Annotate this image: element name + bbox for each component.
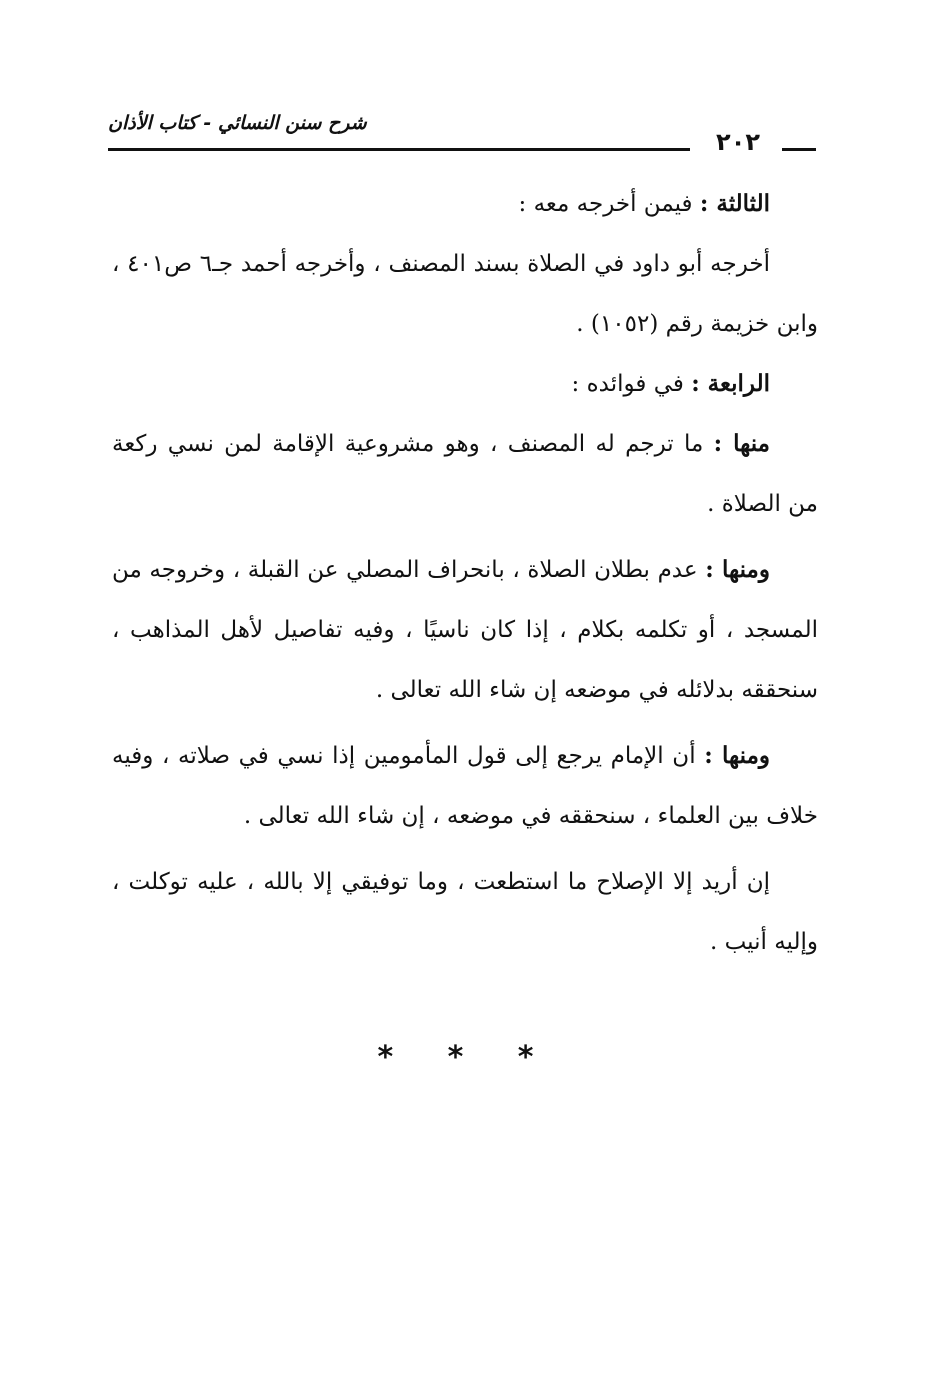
page-number: ٢٠٢ xyxy=(716,128,760,156)
benefit-text: ما ترجم له المصنف ، وهو مشروعية الإقامة لمن نسي ركعة من الصلاة . xyxy=(112,431,818,517)
benefit-paragraph xyxy=(112,540,818,720)
benefit-paragraph xyxy=(112,414,818,534)
benefit-text: عدم بطلان الصلاة ، بانحراف المصلي عن القبلة ، وخروجه من المسجد ، أو تكلمه بكلام ، إذا كان ناسيًا ، وفيه تفاصيل لأهل المذاهب ، سنحققه بدلائله في موضعه إن شاء الله تعالى . xyxy=(112,557,818,703)
header-rule xyxy=(108,148,690,151)
section-heading-third xyxy=(112,174,818,234)
paragraph-third: أخرجه أبو داود في الصلاة بسند المصنف ، وأخرجه أحمد جـ٦ ص٤٠١ ، وابن خزيمة رقم (١٠٥٢) . xyxy=(112,251,818,337)
benefit-text: أن الإمام يرجع إلى قول المأمومين إذا نسي في صلاته ، وفيه خلاف بين العلماء ، سنحققه في موضعه ، إن شاء الله تعالى . xyxy=(112,743,818,829)
section-heading-label: الرابعة : xyxy=(691,370,770,397)
header-dash xyxy=(782,148,816,151)
section-heading-text: فيمن أخرجه معه : xyxy=(518,191,693,217)
section-heading-fourth xyxy=(112,354,818,414)
benefit-lead: ومنها : xyxy=(704,742,770,769)
benefit-paragraph xyxy=(112,726,818,846)
section-heading-text: في فوائده : xyxy=(571,371,684,397)
section-heading-label: الثالثة : xyxy=(699,190,770,217)
closing-paragraph: إن أريد إلا الإصلاح ما استطعت ، وما توفيقي إلا بالله ، عليه توكلت ، وإليه أنيب . xyxy=(112,869,818,955)
benefit-lead: منها : xyxy=(713,430,770,457)
running-title: شرح سنن النسائي - كتاب الأذان xyxy=(108,112,367,134)
section-end-asterisks: * * * xyxy=(377,1040,556,1075)
page-body xyxy=(112,174,818,972)
running-header xyxy=(108,108,818,164)
benefit-lead: ومنها : xyxy=(705,556,770,583)
